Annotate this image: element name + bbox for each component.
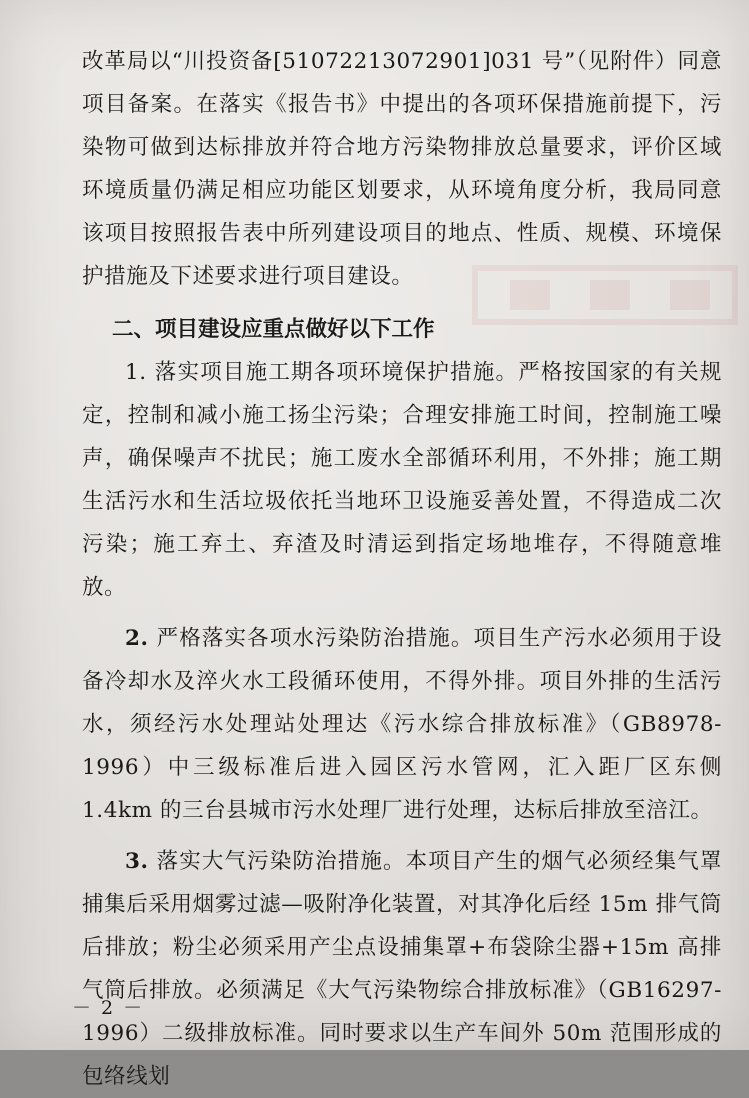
section-heading-2: 二、项目建设应重点做好以下工作 <box>112 317 435 342</box>
item-2-water-pollution <box>82 617 722 832</box>
item-3-air-pollution <box>82 840 722 1098</box>
item-3-text: 落实大气污染防治措施。本项目产生的烟气必须经集气罩捕集后采用烟雾过滤—吸附净化装置，对其净化后经 15m 排气筒后排放；粉尘必须采用产尘点设捕集罩+布袋除尘器+15m 高排气筒后排放。必须满足《大气污染物综合排放标准》（GB16297-1996）二级排放标准。同时要求以生产车间外 50m 范围形成的包络线划 <box>82 849 722 1089</box>
item-2-number: 2. <box>125 626 149 651</box>
item-3-number: 3. <box>125 849 149 874</box>
item-1-text: 落实项目施工期各项环境保护措施。严格按国家的有关规定，控制和减小施工扬尘污染；合理安排施工时间，控制施工噪声，确保噪声不扰民；施工废水全部循环利用，不外排；施工期生活污水和生活垃圾依托当地环卫设施妥善处置，不得造成二次污染；施工弃土、弃渣及时清运到指定场地堆存，不得随意堆放。 <box>82 360 722 600</box>
item-1-construction-measures <box>82 351 722 609</box>
page-number: － 2 － <box>72 997 145 1019</box>
body-text <box>82 40 722 1098</box>
item-1-number: 1. <box>125 360 147 385</box>
paragraph-project-approval: 改革局以“川投资备[51072213072901]031 号”（见附件）同意项目备案。在落实《报告书》中提出的各项环保措施前提下，污染物可做到达标排放并符合地方污染物排放总量要求，评价区域环境质量仍满足相应功能区划要求，从环境角度分析，我局同意该项目按照报告表中所列建设项目的地点、性质、规模、环境保护措施及下述要求进行项目建设。 <box>82 49 722 289</box>
item-2-text: 严格落实各项水污染防治措施。项目生产污水必须用于设备冷却水及淬火水工段循环使用，不得外排。项目外排的生活污水，须经污水处理站处理达《污水综合排放标准》（GB8978-1996）中三级标准后进入园区污水管网，汇入距厂区东侧 1.4km 的三台县城市污水处理厂进行处理，达标后排放至涪江。 <box>82 626 722 823</box>
